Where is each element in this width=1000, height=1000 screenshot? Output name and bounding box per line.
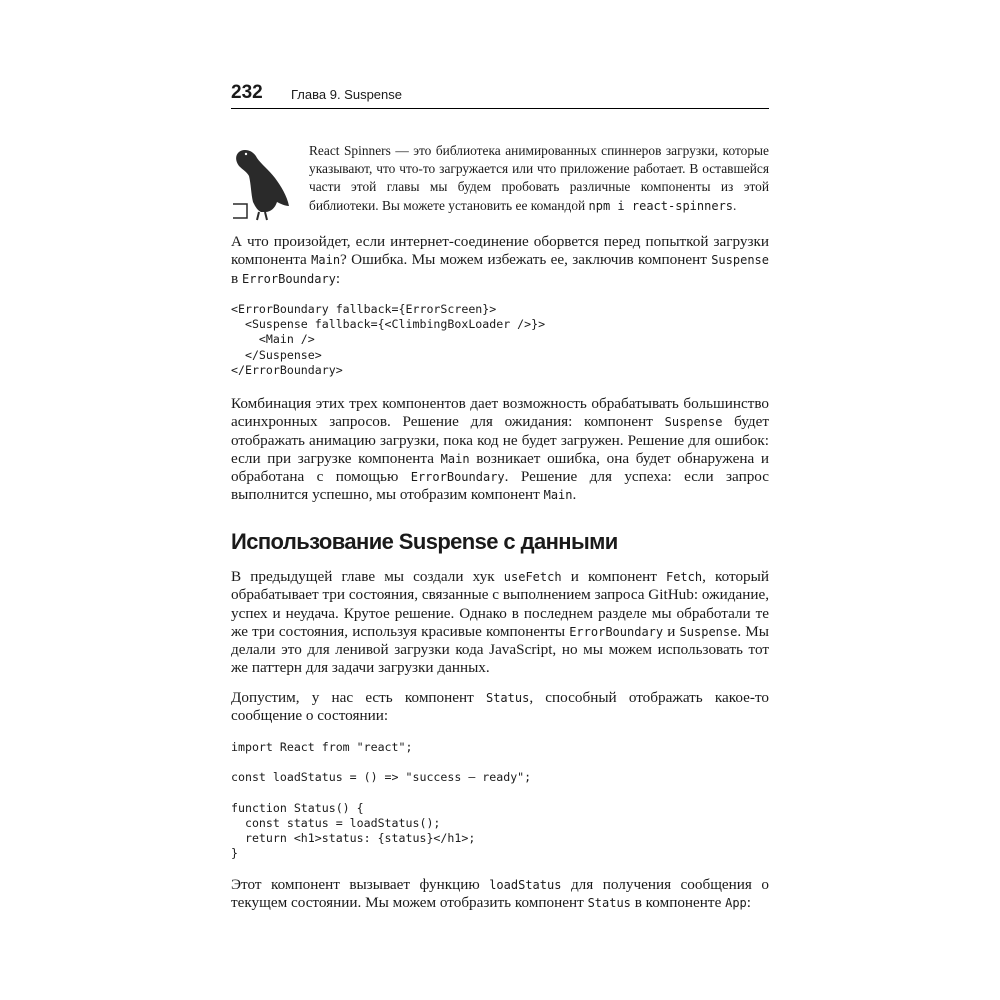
code-listing: import React from "react"; const loadStatus = () => "success — ready"; function Status() { const status = loadStatus(); return <h1>status: {status}</h1>; } <box>231 740 532 861</box>
crow-icon <box>231 144 293 222</box>
text: Этот компонент вызывает функцию <box>231 876 490 893</box>
paragraph-5 <box>231 876 769 913</box>
text: . Решение для успеха: если запрос выполнится успешно, мы отобразим компонент <box>231 468 770 504</box>
inline-code: loadStatus <box>489 878 562 892</box>
running-header <box>231 82 769 109</box>
code-block-2 <box>231 740 769 862</box>
inline-code: Main <box>440 451 470 466</box>
inline-code: ErrorBoundary <box>410 470 505 485</box>
text: : <box>746 894 752 912</box>
paragraph-3 <box>231 568 769 678</box>
note-text <box>309 142 769 215</box>
text: А что произойдет, если интернет-соединение оборвется перед попыткой загрузки компонента <box>231 233 769 269</box>
text: : <box>335 269 341 287</box>
text: в <box>231 269 242 287</box>
section-heading: Использование Suspense с данными <box>231 529 618 554</box>
text: для получения сообщения о текущем состоянии. Мы можем отобразить компонент <box>231 876 769 912</box>
text: Комбинация этих трех компонентов дает возможность обрабатывать большинство асинхронных запросов. Решение для ожидания: компонент <box>231 395 769 431</box>
paragraph-2 <box>231 395 769 505</box>
paragraph-1 <box>231 233 769 288</box>
note-text-part: . <box>733 197 737 213</box>
inline-code: Status <box>587 896 631 911</box>
text: . Мы делали это для ленивой загрузки кода JavaScript, но мы можем использовать тот же паттерн для задачи загрузки данных. <box>231 622 769 677</box>
inline-code: Main <box>311 253 341 268</box>
paragraph-4 <box>231 689 769 726</box>
note-text-part: React Spinners — это библиотека анимированных спиннеров загрузки, которые указывают, что что-то загружается или что приложение работает. В оставшейся части этой главы мы будем пробовать различные компоненты из этой библиотеки. Вы можете установить ее командой <box>309 143 769 213</box>
text: , способный отображать какое-то сообщение о состоянии: <box>231 689 770 725</box>
code-block-1 <box>231 302 769 378</box>
text: ? Ошибка. Мы можем избежать ее, заключив компонент <box>340 251 712 269</box>
inline-code: ErrorBoundary <box>241 271 336 286</box>
inline-code: Fetch <box>665 570 703 584</box>
text: Допустим, у нас есть компонент <box>231 689 486 706</box>
inline-code: Suspense <box>679 624 738 639</box>
chapter-title: Глава 9. Suspense <box>291 87 403 102</box>
text: . <box>572 486 577 504</box>
inline-code: Suspense <box>664 415 723 430</box>
text: , который обрабатывает три состояния, связанные с выполнением запроса GitHub: ожидание, успех и неудача. Крутое решение. Однако в последнем разделе мы обработали те же три состояния, используя красивые компоненты <box>231 568 769 640</box>
text: и компонент <box>561 568 666 585</box>
page-number: 232 <box>231 82 263 103</box>
inline-code: Main <box>543 488 573 503</box>
inline-code: Suspense <box>711 253 769 268</box>
code-listing: <ErrorBoundary fallback={ErrorScreen}> <Suspense fallback={<ClimbingBoxLoader />}> <Main /> </Suspense> </ErrorBoundary> <box>231 302 546 377</box>
text: В предыдущей главе мы создали хук <box>231 568 504 585</box>
note-box <box>231 142 769 222</box>
inline-code: useFetch <box>503 570 562 584</box>
inline-code: Status <box>485 691 530 705</box>
inline-code: ErrorBoundary <box>569 624 664 639</box>
text: и <box>663 622 680 640</box>
text: в компоненте <box>630 894 726 912</box>
inline-code: App <box>725 896 747 911</box>
section-heading-block <box>231 529 769 554</box>
text: возникает ошибка, она будет обнаружена и обработана с помощью <box>231 449 769 486</box>
text: будет отображать анимацию загрузки, пока код не будет загружен. Решение для ошибок: если при загрузке компонента <box>231 413 770 467</box>
install-command: npm i react-spinners <box>588 198 734 213</box>
